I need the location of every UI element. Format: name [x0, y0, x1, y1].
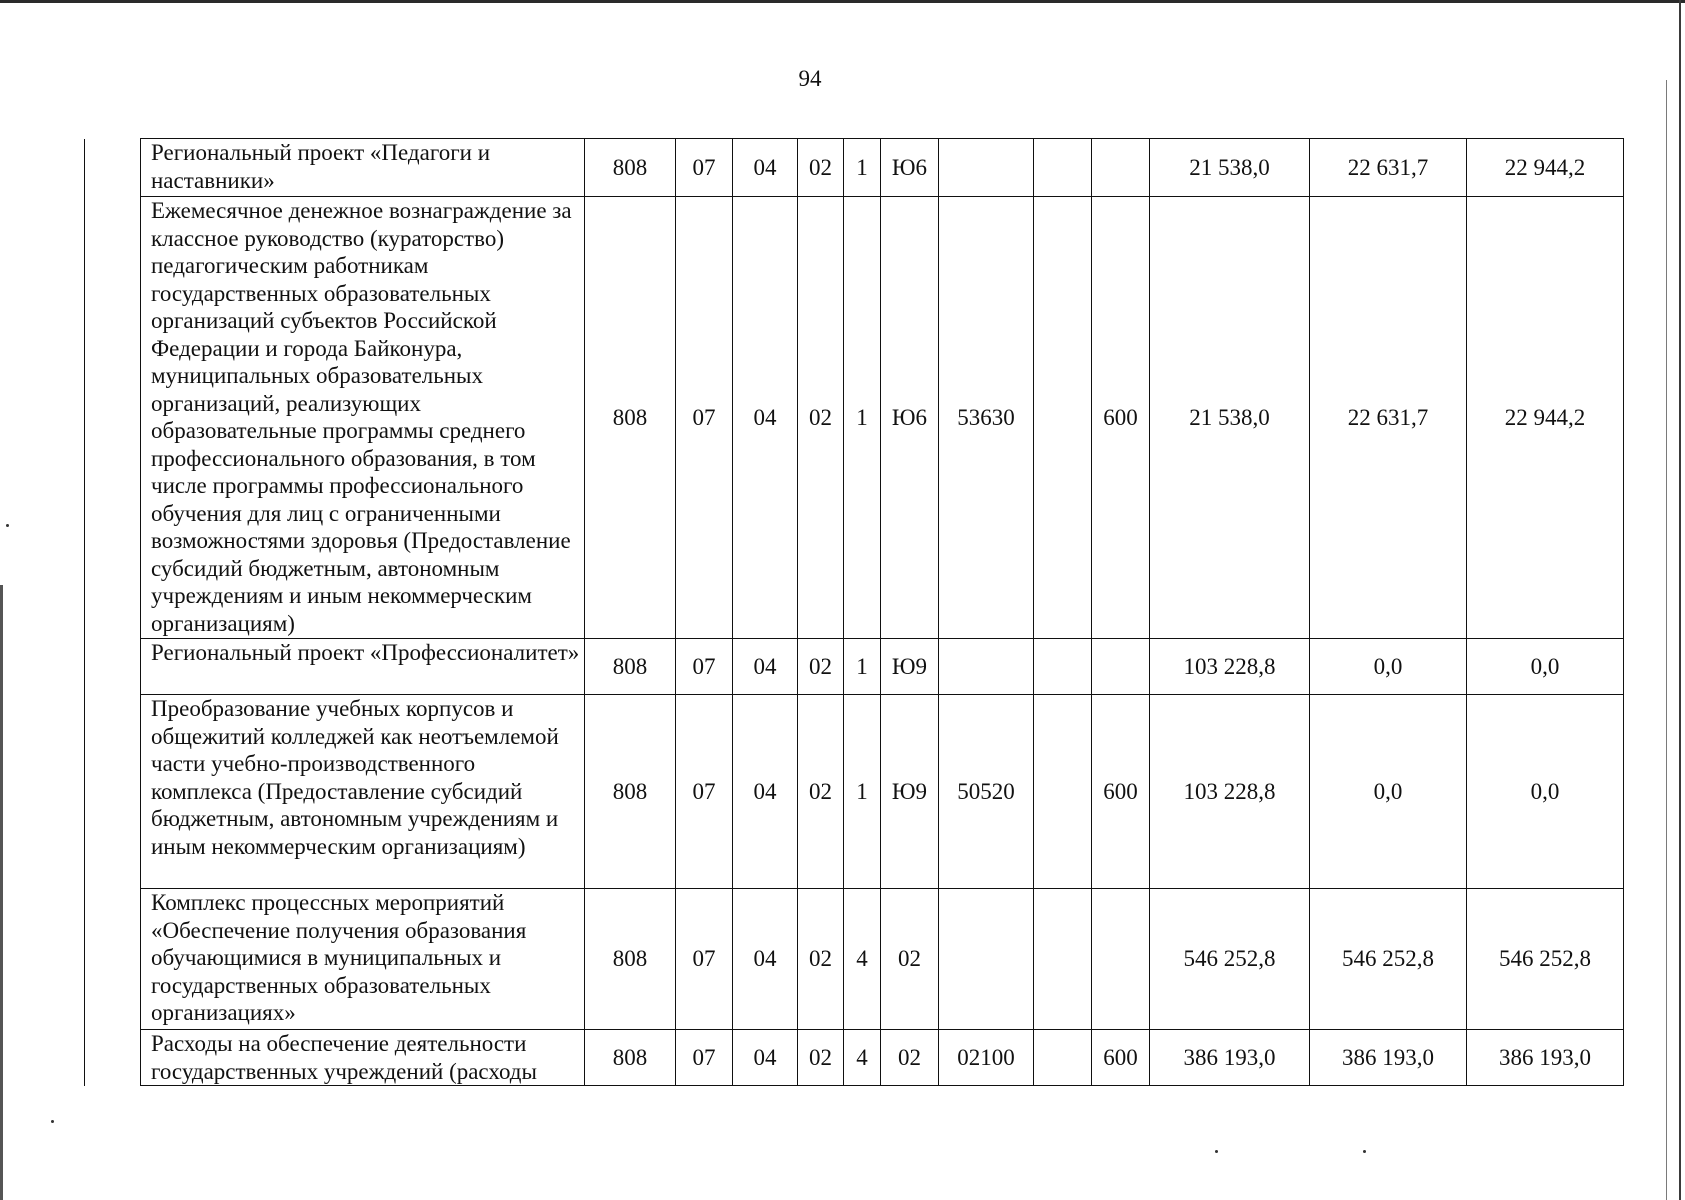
amount-year-1: 103 228,8: [1150, 639, 1310, 695]
amount-year-2: 386 193,0: [1310, 1030, 1467, 1086]
row-description: [141, 1030, 585, 1086]
table-row: [85, 1030, 1624, 1086]
project-code: Ю6: [881, 139, 939, 197]
subsection-code: 04: [733, 639, 798, 695]
program-code: 02: [798, 197, 844, 639]
scan-border-right-inner: [1666, 80, 1667, 1200]
program-code: 02: [798, 639, 844, 695]
scan-border-right: [1679, 0, 1681, 1200]
budget-table: [84, 138, 1624, 1086]
expense-type-code: 600: [1092, 197, 1150, 639]
program-code: 02: [798, 1030, 844, 1086]
project-code: 02: [881, 889, 939, 1030]
row-index-cell: [85, 889, 141, 1030]
page-number: 94: [798, 66, 822, 91]
subprogram-code: 1: [844, 197, 881, 639]
subprogram-code: 4: [844, 1030, 881, 1086]
scan-speck: [51, 1120, 54, 1123]
row-index-cell: [85, 695, 141, 889]
extra-code: [1034, 639, 1092, 695]
amount-year-3: 0,0: [1467, 695, 1624, 889]
ministry-code: 808: [585, 889, 676, 1030]
row-description-text: Расходы на обеспечение деятельности государственных учреждений (расходы: [151, 1031, 537, 1084]
program-code: 02: [798, 695, 844, 889]
amount-year-2: 22 631,7: [1310, 139, 1467, 197]
scan-speck: [1363, 1150, 1366, 1153]
project-code: Ю9: [881, 639, 939, 695]
subprogram-code: 4: [844, 889, 881, 1030]
ministry-code: 808: [585, 1030, 676, 1086]
subprogram-code: 1: [844, 139, 881, 197]
program-code: 02: [798, 889, 844, 1030]
expense-type-code: [1092, 889, 1150, 1030]
ministry-code: 808: [585, 139, 676, 197]
amount-year-2: 0,0: [1310, 639, 1467, 695]
amount-year-2: 22 631,7: [1310, 197, 1467, 639]
table-row: [85, 139, 1624, 197]
amount-year-2: 546 252,8: [1310, 889, 1467, 1030]
extra-code: [1034, 139, 1092, 197]
direction-code: [939, 639, 1034, 695]
amount-year-3: 0,0: [1467, 639, 1624, 695]
expense-type-code: [1092, 639, 1150, 695]
row-index-cell: [85, 197, 141, 639]
scan-speck: [6, 524, 9, 527]
row-index-cell: [85, 139, 141, 197]
subsection-code: 04: [733, 695, 798, 889]
section-code: 07: [676, 139, 733, 197]
extra-code: [1034, 695, 1092, 889]
amount-year-3: 386 193,0: [1467, 1030, 1624, 1086]
section-code: 07: [676, 639, 733, 695]
row-description: Региональный проект «Педагоги и наставники»: [141, 139, 585, 197]
row-description: Комплекс процессных мероприятий «Обеспечение получения образования обучающимися в муниципальных и государственных образовательных организациях»: [141, 889, 585, 1030]
row-description: Ежемесячное денежное вознаграждение за классное руководство (кураторство) педагогическим работникам государственных образовательных организаций субъектов Российской Федерации и города Байконура, муниципальных образовательных организаций, реализующих образовательные программы среднего профессионального образования, в том числе программы профессионального обучения для лиц с ограниченными возможностями здоровья (Предоставление субсидий бюджетным, автономным учреждениям и иным некоммерческим организациям): [141, 197, 585, 639]
amount-year-1: 21 538,0: [1150, 139, 1310, 197]
direction-code: [939, 139, 1034, 197]
amount-year-1: 21 538,0: [1150, 197, 1310, 639]
amount-year-1: 546 252,8: [1150, 889, 1310, 1030]
scan-border-gap: [0, 3, 1685, 6]
subsection-code: 04: [733, 1030, 798, 1086]
expense-type-code: 600: [1092, 695, 1150, 889]
ministry-code: 808: [585, 197, 676, 639]
amount-year-1: 103 228,8: [1150, 695, 1310, 889]
amount-year-2: 0,0: [1310, 695, 1467, 889]
subsection-code: 04: [733, 197, 798, 639]
section-code: 07: [676, 695, 733, 889]
direction-code: 53630: [939, 197, 1034, 639]
section-code: 07: [676, 197, 733, 639]
row-description: Преобразование учебных корпусов и общежитий колледжей как неотъемлемой части учебно-производственного комплекса (Предоставление субсидий бюджетным, автономным учреждениям и иным некоммерческим организациям): [141, 695, 585, 889]
table-row: [85, 639, 1624, 695]
table-row: [85, 889, 1624, 1030]
amount-year-3: 22 944,2: [1467, 197, 1624, 639]
expense-type-code: 600: [1092, 1030, 1150, 1086]
program-code: 02: [798, 139, 844, 197]
subsection-code: 04: [733, 139, 798, 197]
subprogram-code: 1: [844, 695, 881, 889]
ministry-code: 808: [585, 695, 676, 889]
extra-code: [1034, 197, 1092, 639]
project-code: Ю6: [881, 197, 939, 639]
scan-speck: [1215, 1150, 1218, 1153]
extra-code: [1034, 889, 1092, 1030]
section-code: 07: [676, 889, 733, 1030]
row-description: Региональный проект «Профессионалитет»: [141, 639, 585, 695]
row-index-cell: [85, 1030, 141, 1086]
project-code: Ю9: [881, 695, 939, 889]
direction-code: 50520: [939, 695, 1034, 889]
subprogram-code: 1: [844, 639, 881, 695]
amount-year-1: 386 193,0: [1150, 1030, 1310, 1086]
table-row: [85, 695, 1624, 889]
row-index-cell: [85, 639, 141, 695]
scan-border-left: [0, 585, 3, 1200]
expense-type-code: [1092, 139, 1150, 197]
subsection-code: 04: [733, 889, 798, 1030]
amount-year-3: 546 252,8: [1467, 889, 1624, 1030]
direction-code: [939, 889, 1034, 1030]
ministry-code: 808: [585, 639, 676, 695]
section-code: 07: [676, 1030, 733, 1086]
extra-code: [1034, 1030, 1092, 1086]
amount-year-3: 22 944,2: [1467, 139, 1624, 197]
project-code: 02: [881, 1030, 939, 1086]
direction-code: 02100: [939, 1030, 1034, 1086]
table-row: [85, 197, 1624, 639]
